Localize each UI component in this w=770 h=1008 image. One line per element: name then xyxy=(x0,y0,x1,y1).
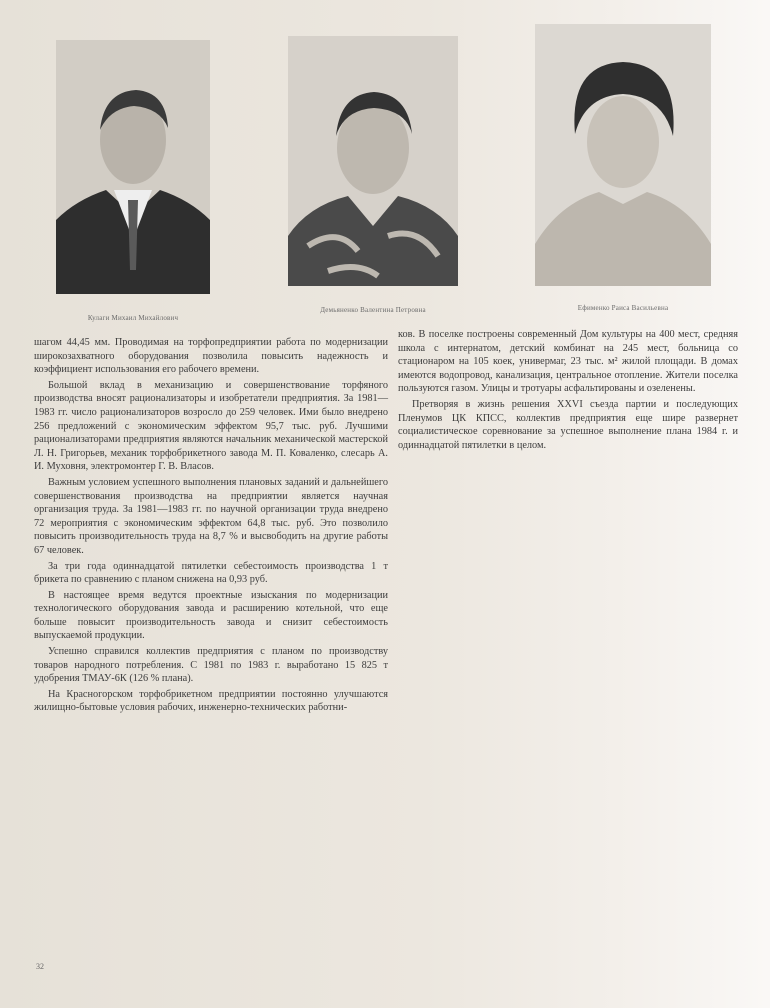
portrait-photo-1 xyxy=(56,40,210,294)
paragraph: В настоящее время ведутся проектные изыскания по модернизации технологического оборудования завода и расширению котельной, что еще больше повысит производительность завода и снизит себестоимость выпускаемой продукции. xyxy=(34,589,388,642)
text-column-right xyxy=(398,328,738,454)
photo-caption-1: Кулаги Михаил Михайлович xyxy=(87,314,179,322)
photo-caption-3: Ефименко Раиса Васильевна xyxy=(577,304,669,312)
paragraph: Претворяя в жизнь решения XXVI съезда партии и последующих Пленумов ЦК КПСС, коллектив предприятия еще шире развернет социалистическое соревнование за успешное выполнение плана 1984 г. и одиннадцатой пятилетки в целом. xyxy=(398,398,738,451)
portrait-photo-2 xyxy=(288,36,458,286)
paragraph: За три года одиннадцатой пятилетки себестоимость производства 1 т брикета по сравнению с планом снижена на 0,93 руб. xyxy=(34,560,388,586)
paragraph: ков. В поселке построены современный Дом культуры на 400 мест, средняя школа с интернатом, детский комбинат на 245 мест, больница со стационаром на 105 коек, универмаг, 23 тыс. м² жилой площади. В домах имеются водопровод, канализация, центральное отопление. Жители поселка пользуются газом. Улицы и тротуары асфальтированы и озеленены. xyxy=(398,329,738,395)
paragraph: шагом 44,45 мм. Проводимая на торфопредприятии работа по модернизации широкозахватного оборудования позволила повысить надежность и коэффициент использования его рабочего времени. xyxy=(34,337,388,376)
text-column-left xyxy=(34,336,388,717)
photo-caption-2: Демьяненко Валентина Петровна xyxy=(320,306,426,314)
page-number: 32 xyxy=(36,962,44,971)
paragraph: Важным условием успешного выполнения плановых заданий и дальнейшего совершенствования производства на предприятии является научная организация труда. За 1981—1983 гг. по научной организации труда внедрено 72 мероприятия с экономическим эффектом 64,8 тыс. руб. Это позволило повысить производительность труда на 8,7 % и высвободить на другие работы 67 человек. xyxy=(34,476,388,556)
paragraph: На Красногорском торфобрикетном предприятии постоянно улучшаются жилищно-бытовые условия рабочих, инженерно-технических работни- xyxy=(34,688,388,714)
portrait-photo-3 xyxy=(535,24,711,286)
paragraph: Успешно справился коллектив предприятия с планом по производству товаров народного потребления. С 1981 по 1983 г. выработано 15 825 т удобрения ТМАУ-6К (126 % плана). xyxy=(34,646,388,685)
paragraph: Большой вклад в механизацию и совершенствование торфяного производства вносят рационализаторы и изобретатели предприятия. За 1981—1983 гг. число рационализаторов возросло до 259 человек. Ими было внедрено 256 предложений с экономическим эффектом 95,7 тыс. руб. Лучшими рационализаторами предприятия являются начальник механической мастерской Л. Н. Григорьев, механик торфобрикетного завода М. П. Коваленко, слесарь А. И. Муховня, электромонтер Г. В. Власов. xyxy=(34,379,388,473)
